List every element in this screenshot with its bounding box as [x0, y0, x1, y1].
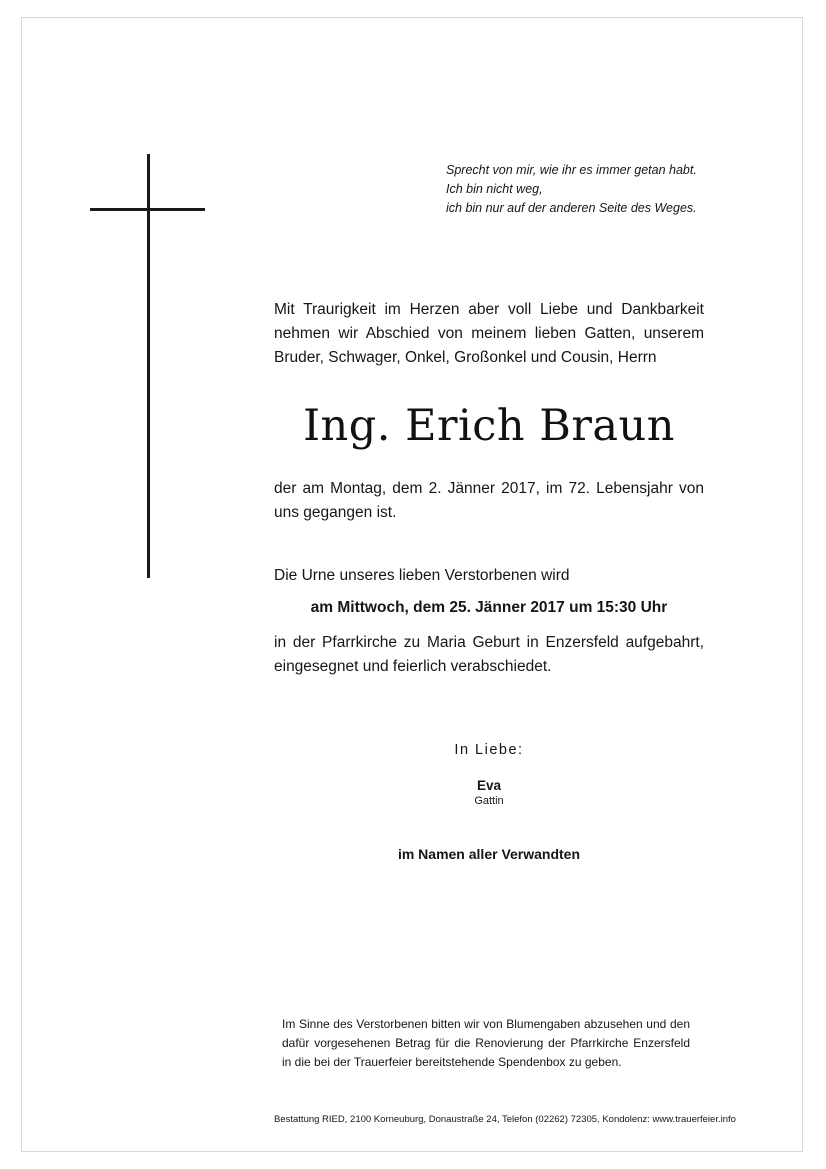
- funeral-home-footer: Bestattung RIED, 2100 Korneuburg, Donaustraße 24, Telefon (02262) 72305, Kondolenz: www.trauerfeier.info: [274, 1114, 736, 1125]
- ceremony-datetime: am Mittwoch, dem 25. Jänner 2017 um 15:30 Uhr: [310, 599, 668, 616]
- cross-horizontal-bar: [90, 208, 205, 211]
- ceremony-place-paragraph: in der Pfarrkirche zu Maria Geburt in Enzersfeld aufgebahrt, eingesegnet und feierlich verabschiedet.: [274, 634, 704, 675]
- motto-line: ich bin nur auf der anderen Seite des Weges.: [446, 201, 697, 215]
- flowers-notice: Im Sinne des Verstorbenen bitten wir von Blumengaben abzusehen und den dafür vorgesehenen Betrag für die Renovierung der Pfarrkirche Enzersfeld in die bei der Trauerfeier bereitstehende Spendenbox zu geben.: [282, 1017, 690, 1069]
- mourner-name: Eva: [476, 778, 502, 793]
- in-love-label: In Liebe:: [454, 742, 524, 758]
- intro-paragraph: Mit Traurigkeit im Herzen aber voll Liebe und Dankbarkeit nehmen wir Abschied von meinem lieben Gatten, unserem Bruder, Schwager, Onkel, Großonkel und Cousin, Herrn: [274, 301, 704, 366]
- motto-quote: [446, 161, 776, 218]
- motto-line: Ich bin nicht weg,: [446, 182, 543, 196]
- death-paragraph: der am Montag, dem 2. Jänner 2017, im 72. Lebensjahr von uns gegangen ist.: [274, 480, 704, 521]
- relatives-line: im Namen aller Verwandten: [397, 846, 581, 862]
- motto-line: Sprecht von mir, wie ihr es immer getan habt.: [446, 163, 697, 177]
- cross-vertical-bar: [147, 154, 150, 578]
- mourner-relation: Gattin: [474, 795, 504, 807]
- deceased-name: Ing. Erich Braun: [303, 401, 675, 451]
- urn-paragraph: Die Urne unseres lieben Verstorbenen wird: [274, 567, 570, 584]
